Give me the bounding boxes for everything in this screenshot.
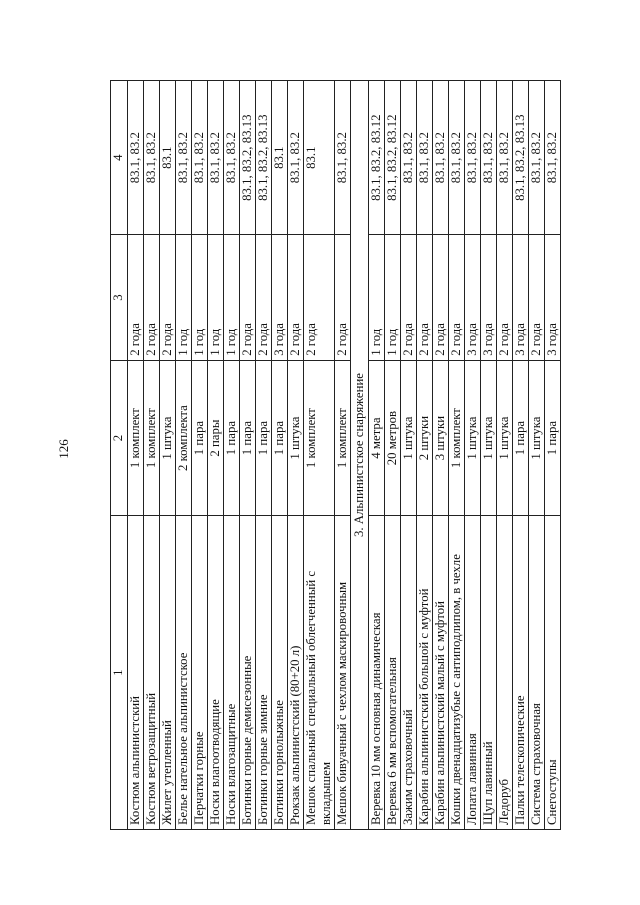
quantity: 20 метров: [385, 360, 401, 516]
table-row: [481, 81, 497, 830]
quantity: 1 пара: [256, 360, 272, 516]
quantity: 1 пара: [224, 360, 240, 516]
wear-period: 2 года: [417, 235, 433, 360]
item-name: Кошки двенадцатизубые с антиподлипом, в чехле: [449, 516, 465, 830]
table-row: [240, 81, 256, 830]
wear-period: 2 года: [240, 235, 256, 360]
table-row: [288, 81, 304, 830]
wear-period: 2 года: [128, 235, 144, 360]
wear-period: 3 года: [272, 235, 288, 360]
section-title: 3. Альпинистское снаряжение: [351, 81, 369, 830]
code-list: 83.1, 83.2: [192, 81, 208, 235]
wear-period: 1 год: [208, 235, 224, 360]
quantity: 1 пара: [240, 360, 256, 516]
item-name: Лопата лавинная: [465, 516, 481, 830]
quantity: 1 комплект: [304, 360, 335, 516]
wear-period: 2 года: [288, 235, 304, 360]
wear-period: 3 года: [513, 235, 529, 360]
item-name: Рюкзак альпинистский (80+20 л): [288, 516, 304, 830]
quantity: 1 пара: [513, 360, 529, 516]
gear-rows: [369, 81, 561, 830]
header-col-3: 3: [111, 235, 128, 360]
quantity: 1 пара: [272, 360, 288, 516]
table-row: [224, 81, 240, 830]
item-name: Белье нательное альпинистское: [176, 516, 192, 830]
code-list: 83.1, 83.2: [449, 81, 465, 235]
code-list: 83.1, 83.2, 83.12: [369, 81, 385, 235]
quantity: 3 штуки: [433, 360, 449, 516]
wear-period: 2 года: [144, 235, 160, 360]
item-name: Ледоруб: [497, 516, 513, 830]
wear-period: 2 года: [433, 235, 449, 360]
item-name: Мешок бивуачный с чехлом маскировочным: [335, 516, 351, 830]
item-name: Система страховочная: [529, 516, 545, 830]
item-name: Ботинки горные зимние: [256, 516, 272, 830]
item-name: Веревка 10 мм основная динамическая: [369, 516, 385, 830]
item-name: Перчатки горные: [192, 516, 208, 830]
code-list: 83.1, 83.2: [144, 81, 160, 235]
wear-period: 2 года: [256, 235, 272, 360]
item-name: Зажим страховочный: [401, 516, 417, 830]
wear-period: 1 год: [192, 235, 208, 360]
quantity: 1 пара: [192, 360, 208, 516]
quantity: 2 пары: [208, 360, 224, 516]
table-row: [369, 81, 385, 830]
rotated-table-container: [110, 80, 600, 830]
wear-period: 1 год: [176, 235, 192, 360]
wear-period: 3 года: [465, 235, 481, 360]
code-list: 83.1, 83.2: [335, 81, 351, 235]
code-list: 83.1, 83.2: [176, 81, 192, 235]
wear-period: 2 года: [497, 235, 513, 360]
table-row: [208, 81, 224, 830]
item-name: Карабин альпинистский малый с муфтой: [433, 516, 449, 830]
quantity: 1 штука: [497, 360, 513, 516]
quantity: 1 штука: [160, 360, 176, 516]
table-row: [128, 81, 144, 830]
wear-period: 2 года: [401, 235, 417, 360]
item-name: Ботинки горнолыжные: [272, 516, 288, 830]
quantity: 2 штуки: [417, 360, 433, 516]
code-list: 83.1: [160, 81, 176, 235]
quantity: 1 штука: [481, 360, 497, 516]
code-list: 83.1, 83.2: [417, 81, 433, 235]
quantity: 1 комплект: [144, 360, 160, 516]
code-list: 83.1, 83.2: [529, 81, 545, 235]
code-list: 83.1: [272, 81, 288, 235]
code-list: 83.1, 83.2, 83.13: [240, 81, 256, 235]
table-row: [256, 81, 272, 830]
equipment-table: [110, 80, 561, 830]
item-name: Жилет утепленный: [160, 516, 176, 830]
table-row: [529, 81, 545, 830]
quantity: 1 пара: [545, 360, 561, 516]
code-list: 83.1, 83.2, 83.13: [513, 81, 529, 235]
table-row: [433, 81, 449, 830]
wear-period: 3 года: [545, 235, 561, 360]
table-row: [497, 81, 513, 830]
quantity: 1 штука: [529, 360, 545, 516]
code-list: 83.1, 83.2: [545, 81, 561, 235]
item-name: Костюм ветрозащитный: [144, 516, 160, 830]
quantity: 2 комплекта: [176, 360, 192, 516]
item-name: Веревка 6 мм вспомогательная: [385, 516, 401, 830]
table-row: [449, 81, 465, 830]
header-col-1: 1: [111, 516, 128, 830]
table-row: [304, 81, 335, 830]
wear-period: 1 год: [385, 235, 401, 360]
item-name: Щуп лавинный: [481, 516, 497, 830]
table-row: [545, 81, 561, 830]
code-list: 83.1, 83.2: [288, 81, 304, 235]
header-row: [111, 81, 128, 830]
wear-period: 1 год: [224, 235, 240, 360]
header-col-2: 2: [111, 360, 128, 516]
code-list: 83.1, 83.2: [208, 81, 224, 235]
table-row: [385, 81, 401, 830]
code-list: 83.1, 83.2: [465, 81, 481, 235]
quantity: 4 метра: [369, 360, 385, 516]
table-row: [176, 81, 192, 830]
section-row: [351, 81, 369, 830]
table-row: [272, 81, 288, 830]
wear-period: 3 года: [481, 235, 497, 360]
item-name: Ботинки горные демисезонные: [240, 516, 256, 830]
item-name: Носки влагоотводящие: [208, 516, 224, 830]
quantity: 1 штука: [465, 360, 481, 516]
code-list: 83.1, 83.2: [497, 81, 513, 235]
code-list: 83.1, 83.2, 83.12: [385, 81, 401, 235]
quantity: 1 штука: [288, 360, 304, 516]
table-row: [465, 81, 481, 830]
wear-period: 2 года: [304, 235, 335, 360]
code-list: 83.1, 83.2: [401, 81, 417, 235]
wear-period: 2 года: [335, 235, 351, 360]
item-name: Мешок спальный специальный облегченный с вкладышем: [304, 516, 335, 830]
item-name: Снегоступы: [545, 516, 561, 830]
clothing-rows: [128, 81, 351, 830]
table-row: [144, 81, 160, 830]
code-list: 83.1, 83.2: [128, 81, 144, 235]
quantity: 1 комплект: [449, 360, 465, 516]
table-row: [513, 81, 529, 830]
wear-period: 2 года: [449, 235, 465, 360]
quantity: 1 штука: [401, 360, 417, 516]
code-list: 83.1: [304, 81, 335, 235]
code-list: 83.1, 83.2: [224, 81, 240, 235]
item-name: Носки влагозащитные: [224, 516, 240, 830]
page-number: 126: [56, 439, 71, 459]
item-name: Костюм альпинистский: [128, 516, 144, 830]
wear-period: 2 года: [529, 235, 545, 360]
code-list: 83.1, 83.2: [433, 81, 449, 235]
table-row: [192, 81, 208, 830]
quantity: 1 комплект: [335, 360, 351, 516]
item-name: Карабин альпинистский большой с муфтой: [417, 516, 433, 830]
quantity: 1 комплект: [128, 360, 144, 516]
code-list: 83.1, 83.2: [481, 81, 497, 235]
table-row: [401, 81, 417, 830]
table-row: [160, 81, 176, 830]
item-name: Палки телескопические: [513, 516, 529, 830]
header-col-4: 4: [111, 81, 128, 235]
wear-period: 2 года: [160, 235, 176, 360]
table-row: [335, 81, 351, 830]
code-list: 83.1, 83.2, 83.13: [256, 81, 272, 235]
table-row: [417, 81, 433, 830]
wear-period: 1 год: [369, 235, 385, 360]
